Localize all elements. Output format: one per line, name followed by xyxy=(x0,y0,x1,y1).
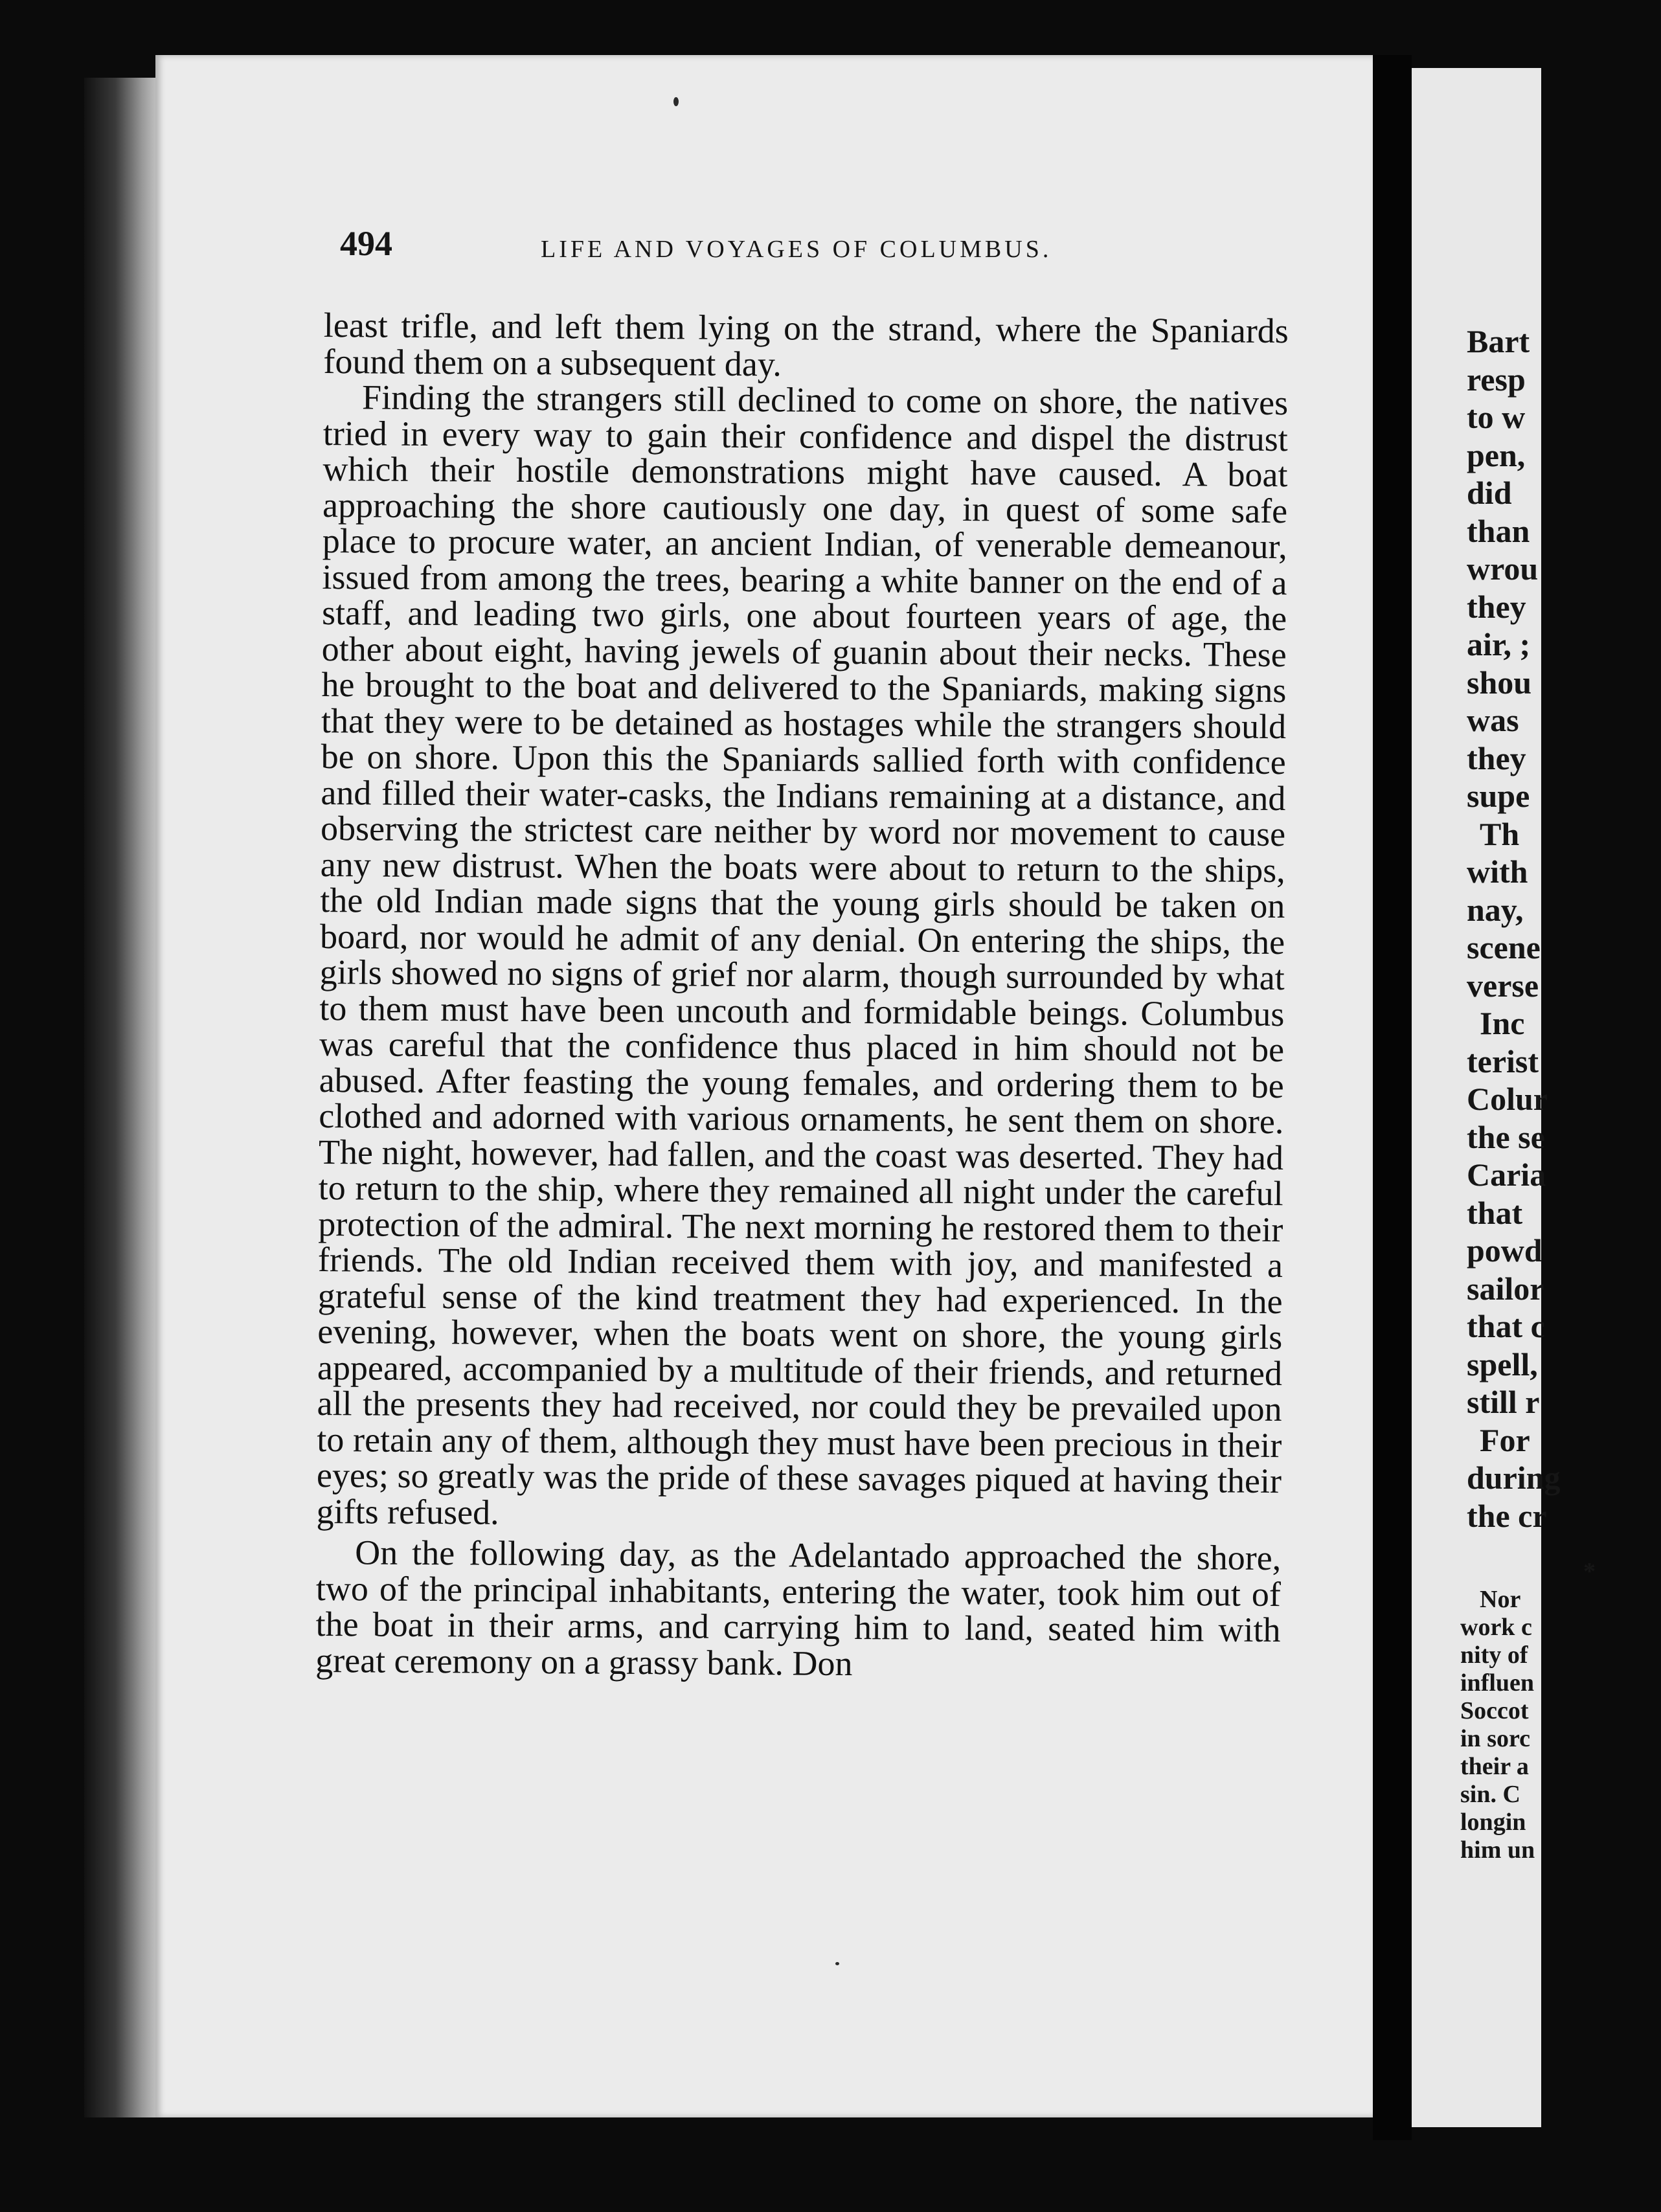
facing-page-footnote-line: longin xyxy=(1460,1809,1526,1836)
facing-page-line: For xyxy=(1480,1421,1530,1458)
print-speck xyxy=(673,97,679,106)
facing-page-edge xyxy=(1412,68,1596,2127)
page-gutter xyxy=(1373,55,1412,2140)
facing-page-line: was xyxy=(1467,702,1519,738)
facing-page-line: supe xyxy=(1467,778,1530,814)
facing-page-line: nay, xyxy=(1467,891,1524,928)
facing-page-line: powd xyxy=(1467,1232,1542,1269)
facing-page-line: spell, xyxy=(1467,1346,1538,1382)
facing-page-line: resp xyxy=(1467,361,1526,398)
facing-page-footnote-line: their a xyxy=(1460,1753,1529,1780)
facing-page-line: with xyxy=(1467,853,1528,890)
facing-page-footnote-line: sin. C xyxy=(1460,1781,1520,1808)
facing-page-line: verse xyxy=(1467,967,1539,1004)
facing-page-footnote-line: Nor xyxy=(1480,1586,1521,1613)
facing-page-line: wrou xyxy=(1467,550,1539,587)
facing-page-line: did xyxy=(1467,475,1512,511)
facing-page-footnote-line: * xyxy=(1583,1558,1596,1585)
facing-page-footnote-line: in sorc xyxy=(1460,1725,1531,1752)
facing-page-line: to w xyxy=(1467,399,1526,435)
facing-page-line: sailor xyxy=(1467,1270,1544,1307)
facing-page-line: pen, xyxy=(1467,436,1526,473)
book-binding-edge xyxy=(84,78,162,2117)
page-number: 494 xyxy=(340,224,392,263)
facing-page-line: Inc xyxy=(1480,1005,1525,1041)
facing-page-line: the cr xyxy=(1467,1497,1547,1534)
facing-page-footnote-line: nity of xyxy=(1460,1642,1528,1669)
facing-page-line: terist xyxy=(1467,1043,1539,1079)
facing-page-line: still r xyxy=(1467,1384,1540,1420)
body-text xyxy=(315,308,1289,1684)
facing-page-line: air, ; xyxy=(1467,626,1531,662)
facing-page-line: Caria xyxy=(1467,1157,1546,1193)
facing-page-line: than xyxy=(1467,512,1530,549)
facing-page-line: Bart xyxy=(1467,323,1530,359)
paragraph-1: least trifle, and left them lying on the strand, where the Spaniards found them on a subsequent day. xyxy=(323,306,1289,383)
facing-page-footnote-line: influen xyxy=(1460,1669,1535,1697)
paragraph-3: On the following day, as the Adelantado approached the shore, two of the principal inhabitants, entering the water, took him out of the boat in their arms, and carrying him to land, seated him with great ceremony on a grassy bank. Don xyxy=(315,1533,1282,1683)
facing-page-line: that xyxy=(1467,1194,1523,1231)
facing-page-line: Th xyxy=(1480,815,1520,852)
facing-page-footnote-line: him un xyxy=(1460,1836,1535,1864)
paragraph-2: Finding the strangers still declined to come on shore, the natives tried in every way to gain their confidence and dispel the distrust which their hostile demonstrations might have caused. A boat approaching the shore cautiously one day, in quest of some safe place to procure water, an ancient Indian, of venerable demeanour, issued from among the trees, bearing a white banner on the end of a staff, and leading two girls, one about fourteen years of age, the other about eight, having jewels of guanin about their necks. These he brought to the boat and delivered to the Spaniards, making signs that they were to be detained as hostages while the strangers should be on shore. Upon this the Spaniards sallied forth with confidence and filled their water-casks, the Indians remaining at a distance, and observing the strictest care neither by word nor movement to cause any new distrust. When the boats were about to return to the ships, the old Indian made signs that the young girls should be taken on board, nor would he admit of any denial. On entering the ships, the girls showed no signs of grief nor alarm, though surrounded by what to them must have been uncouth and formidable beings. Columbus was careful that the confidence thus placed in him should not be abused. After feasting the young females, and ordering them to be clothed and adorned with various ornaments, he sent them on shore. The night, however, had fallen, and the coast was deserted. They had to return to the ship, where they remained all night under the careful protection of the admiral. The next morning he restored them to their friends. The old Indian received them with joy, and manifested a grateful sense of the kind treatment they had experienced. In the evening, however, when the boats went on shore, the young girls appeared, accompanied by a multitude of their friends, and returned all the presents they had received, nor could they be prevailed upon to retain any of them, although they must have been precious in their eyes; so greatly was the pride of these savages piqued at having their gifts refused. xyxy=(316,378,1289,1532)
facing-page-line: scene xyxy=(1467,929,1541,965)
facing-page-line: that c xyxy=(1467,1308,1545,1344)
facing-page-line: shou xyxy=(1467,664,1532,701)
print-speck xyxy=(835,1962,839,1965)
facing-page-line: they xyxy=(1467,588,1526,625)
facing-page-line: during xyxy=(1467,1460,1561,1496)
facing-page-footnote-line: Soccot xyxy=(1460,1697,1529,1724)
facing-page-line: they xyxy=(1467,739,1526,776)
page-header xyxy=(340,223,1285,275)
facing-page-line: the se xyxy=(1467,1118,1545,1155)
running-head: LIFE AND VOYAGES OF COLUMBUS. xyxy=(541,236,1052,263)
facing-page-footnote-line: work c xyxy=(1460,1614,1532,1641)
facing-page-line: Colur xyxy=(1467,1081,1548,1117)
